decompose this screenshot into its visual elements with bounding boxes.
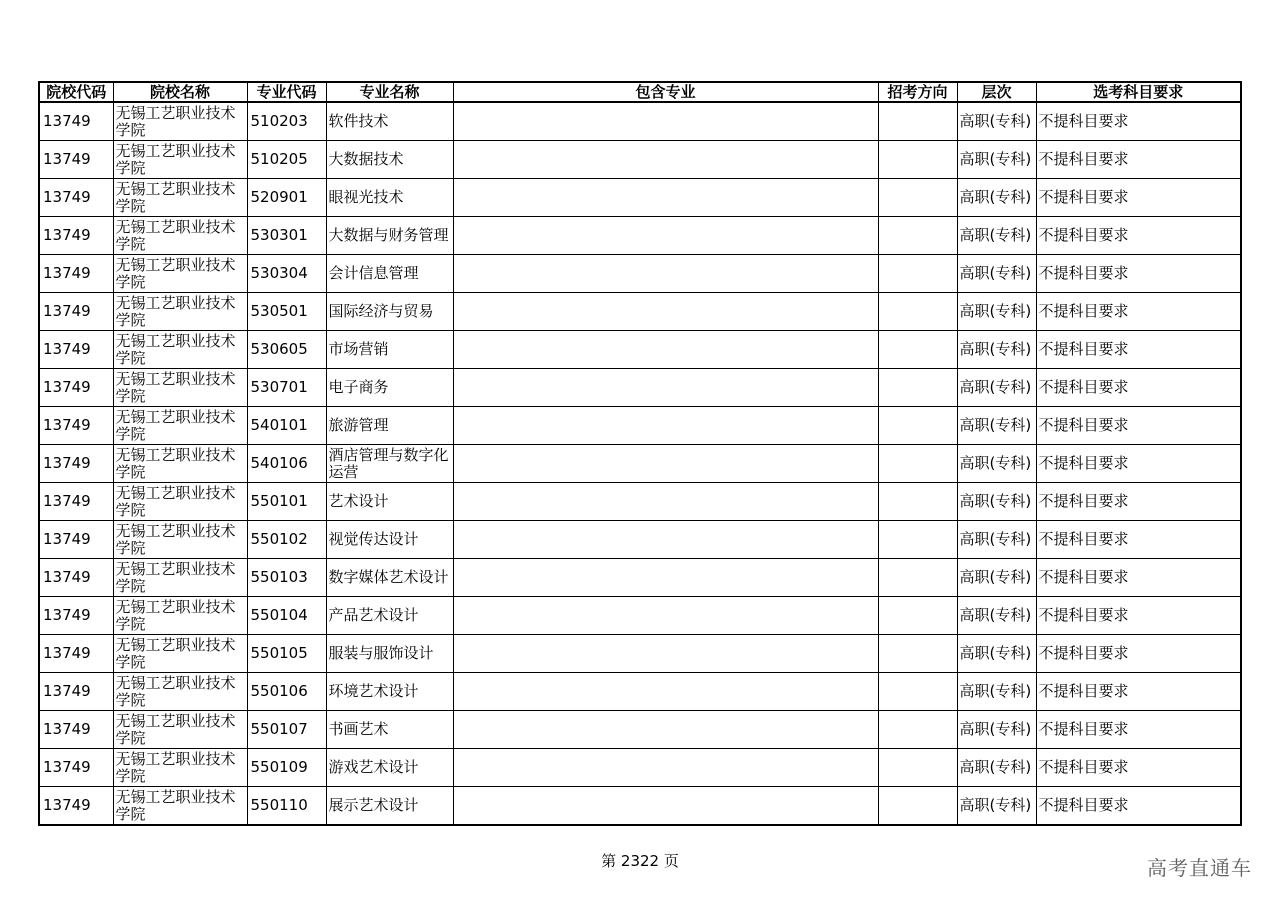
cell-major-code xyxy=(247,559,326,597)
table-row xyxy=(39,749,1241,787)
cell-school-code-text: 13749 xyxy=(43,606,91,624)
cell-major-name xyxy=(326,559,453,597)
cell-school-code-text: 13749 xyxy=(43,568,91,586)
cell-subject-requirement xyxy=(1036,521,1241,559)
cell-major-name-text: 大数据技术 xyxy=(328,150,404,168)
cell-major-code-text: 530304 xyxy=(250,264,308,282)
table-row xyxy=(39,407,1241,445)
cell-school-code-text: 13749 xyxy=(43,530,91,548)
cell-school-code xyxy=(39,331,113,369)
cell-major-name-text: 书画艺术 xyxy=(328,720,389,738)
cell-major-name-text: 展示艺术设计 xyxy=(328,796,419,814)
cell-major-code xyxy=(247,521,326,559)
cell-major-name xyxy=(326,179,453,217)
cell-school-name-text: 无锡工艺职业技术学院 xyxy=(115,521,236,557)
cell-school-name xyxy=(113,673,247,711)
cell-school-code xyxy=(39,445,113,483)
cell-subject-requirement-text: 不提科目要求 xyxy=(1038,644,1129,662)
cell-major-code-text: 550103 xyxy=(250,568,308,586)
cell-direction xyxy=(878,483,957,521)
cell-school-name xyxy=(113,749,247,787)
cell-school-name-text: 无锡工艺职业技术学院 xyxy=(115,711,236,747)
table-row xyxy=(39,711,1241,749)
cell-subject-requirement-text: 不提科目要求 xyxy=(1038,758,1129,776)
cell-school-name-text: 无锡工艺职业技术学院 xyxy=(115,217,236,253)
cell-subject-requirement-text: 不提科目要求 xyxy=(1038,112,1129,130)
cell-level xyxy=(957,559,1036,597)
cell-subject-requirement-text: 不提科目要求 xyxy=(1038,682,1129,700)
header-major-code: 专业代码 xyxy=(247,82,326,102)
cell-school-code-text: 13749 xyxy=(43,378,91,396)
cell-direction xyxy=(878,749,957,787)
cell-direction xyxy=(878,787,957,826)
cell-subject-requirement xyxy=(1036,635,1241,673)
cell-included-majors xyxy=(453,635,878,673)
cell-school-name xyxy=(113,217,247,255)
cell-school-name xyxy=(113,445,247,483)
cell-major-name-text: 服装与服饰设计 xyxy=(328,644,434,662)
cell-subject-requirement xyxy=(1036,445,1241,483)
cell-level-text: 高职(专科) xyxy=(959,378,1032,396)
cell-school-code-text: 13749 xyxy=(43,188,91,206)
cell-level xyxy=(957,711,1036,749)
cell-major-code xyxy=(247,369,326,407)
cell-direction xyxy=(878,331,957,369)
cell-major-code-text: 550106 xyxy=(250,682,308,700)
cell-school-name xyxy=(113,255,247,293)
cell-major-code xyxy=(247,673,326,711)
cell-school-name-text: 无锡工艺职业技术学院 xyxy=(115,787,236,823)
cell-level-text: 高职(专科) xyxy=(959,606,1032,624)
table-row xyxy=(39,179,1241,217)
table-row xyxy=(39,559,1241,597)
cell-level xyxy=(957,179,1036,217)
cell-level xyxy=(957,787,1036,826)
cell-major-name xyxy=(326,141,453,179)
cell-school-name xyxy=(113,787,247,826)
cell-major-code xyxy=(247,597,326,635)
cell-major-name-text: 软件技术 xyxy=(328,112,389,130)
cell-major-name xyxy=(326,635,453,673)
cell-school-code xyxy=(39,559,113,597)
cell-level-text: 高职(专科) xyxy=(959,416,1032,434)
cell-school-code xyxy=(39,217,113,255)
cell-major-code-text: 510203 xyxy=(250,112,308,130)
cell-direction xyxy=(878,635,957,673)
cell-subject-requirement-text: 不提科目要求 xyxy=(1038,796,1129,814)
cell-level-text: 高职(专科) xyxy=(959,720,1032,738)
cell-included-majors xyxy=(453,749,878,787)
cell-subject-requirement-text: 不提科目要求 xyxy=(1038,454,1129,472)
cell-subject-requirement-text: 不提科目要求 xyxy=(1038,302,1129,320)
cell-major-code xyxy=(247,787,326,826)
cell-included-majors xyxy=(453,369,878,407)
cell-level-text: 高职(专科) xyxy=(959,112,1032,130)
cell-level xyxy=(957,521,1036,559)
cell-school-code xyxy=(39,141,113,179)
cell-school-code xyxy=(39,255,113,293)
cell-major-name-text: 视觉传达设计 xyxy=(328,530,419,548)
cell-major-code xyxy=(247,179,326,217)
cell-level xyxy=(957,255,1036,293)
cell-level xyxy=(957,293,1036,331)
cell-school-name-text: 无锡工艺职业技术学院 xyxy=(115,179,236,215)
cell-school-code-text: 13749 xyxy=(43,340,91,358)
header-major-name: 专业名称 xyxy=(326,82,453,102)
cell-school-name xyxy=(113,102,247,141)
cell-level-text: 高职(专科) xyxy=(959,340,1032,358)
header-row xyxy=(39,82,1241,102)
cell-direction xyxy=(878,217,957,255)
cell-major-name xyxy=(326,102,453,141)
cell-major-code-text: 550109 xyxy=(250,758,308,776)
cell-subject-requirement-text: 不提科目要求 xyxy=(1038,416,1129,434)
cell-school-code xyxy=(39,407,113,445)
cell-level-text: 高职(专科) xyxy=(959,492,1032,510)
cell-major-code-text: 530701 xyxy=(250,378,308,396)
cell-level xyxy=(957,673,1036,711)
cell-direction xyxy=(878,293,957,331)
cell-school-code xyxy=(39,635,113,673)
major-table xyxy=(38,81,1242,826)
cell-major-code-text: 530605 xyxy=(250,340,308,358)
cell-school-code xyxy=(39,369,113,407)
cell-level-text: 高职(专科) xyxy=(959,302,1032,320)
cell-level xyxy=(957,445,1036,483)
cell-major-name xyxy=(326,369,453,407)
table-row xyxy=(39,445,1241,483)
cell-major-name-text: 市场营销 xyxy=(328,340,389,358)
cell-subject-requirement xyxy=(1036,559,1241,597)
cell-subject-requirement xyxy=(1036,407,1241,445)
cell-major-name-text: 会计信息管理 xyxy=(328,264,419,282)
cell-level xyxy=(957,102,1036,141)
cell-school-code-text: 13749 xyxy=(43,720,91,738)
table-row xyxy=(39,331,1241,369)
cell-subject-requirement-text: 不提科目要求 xyxy=(1038,340,1129,358)
cell-school-code-text: 13749 xyxy=(43,302,91,320)
cell-level xyxy=(957,369,1036,407)
cell-included-majors xyxy=(453,293,878,331)
cell-major-code xyxy=(247,255,326,293)
cell-school-code xyxy=(39,749,113,787)
cell-subject-requirement-text: 不提科目要求 xyxy=(1038,150,1129,168)
cell-level-text: 高职(专科) xyxy=(959,758,1032,776)
header-subject-requirement: 选考科目要求 xyxy=(1036,82,1241,102)
cell-level xyxy=(957,407,1036,445)
table-row xyxy=(39,673,1241,711)
cell-direction xyxy=(878,141,957,179)
cell-school-code xyxy=(39,673,113,711)
cell-school-code xyxy=(39,293,113,331)
cell-subject-requirement xyxy=(1036,331,1241,369)
cell-level xyxy=(957,749,1036,787)
cell-school-code-text: 13749 xyxy=(43,682,91,700)
table-row xyxy=(39,255,1241,293)
cell-major-code-text: 550104 xyxy=(250,606,308,624)
table-row xyxy=(39,597,1241,635)
table-row xyxy=(39,521,1241,559)
cell-major-name-text: 眼视光技术 xyxy=(328,188,404,206)
cell-school-code-text: 13749 xyxy=(43,264,91,282)
cell-major-name xyxy=(326,787,453,826)
cell-included-majors xyxy=(453,787,878,826)
cell-included-majors xyxy=(453,255,878,293)
cell-major-code xyxy=(247,293,326,331)
cell-major-code xyxy=(247,217,326,255)
cell-subject-requirement xyxy=(1036,369,1241,407)
cell-school-code xyxy=(39,179,113,217)
cell-school-code xyxy=(39,597,113,635)
cell-subject-requirement xyxy=(1036,102,1241,141)
cell-level xyxy=(957,483,1036,521)
cell-school-name-text: 无锡工艺职业技术学院 xyxy=(115,445,236,481)
cell-major-name xyxy=(326,521,453,559)
cell-direction xyxy=(878,407,957,445)
cell-major-name xyxy=(326,597,453,635)
cell-level-text: 高职(专科) xyxy=(959,150,1032,168)
cell-major-name xyxy=(326,749,453,787)
cell-school-name xyxy=(113,407,247,445)
cell-level-text: 高职(专科) xyxy=(959,454,1032,472)
cell-major-name-text: 艺术设计 xyxy=(328,492,389,510)
cell-major-name xyxy=(326,217,453,255)
cell-major-code-text: 530501 xyxy=(250,302,308,320)
cell-subject-requirement-text: 不提科目要求 xyxy=(1038,720,1129,738)
cell-major-code xyxy=(247,141,326,179)
cell-major-name xyxy=(326,255,453,293)
cell-major-name-text: 环境艺术设计 xyxy=(328,682,419,700)
cell-school-name-text: 无锡工艺职业技术学院 xyxy=(115,597,236,633)
cell-major-name-text: 酒店管理与数字化运营 xyxy=(328,445,449,481)
cell-level-text: 高职(专科) xyxy=(959,568,1032,586)
cell-major-code xyxy=(247,102,326,141)
cell-included-majors xyxy=(453,673,878,711)
cell-major-name xyxy=(326,407,453,445)
cell-included-majors xyxy=(453,179,878,217)
cell-school-code-text: 13749 xyxy=(43,492,91,510)
cell-school-name-text: 无锡工艺职业技术学院 xyxy=(115,635,236,671)
cell-included-majors xyxy=(453,141,878,179)
cell-subject-requirement xyxy=(1036,787,1241,826)
cell-school-name-text: 无锡工艺职业技术学院 xyxy=(115,331,236,367)
cell-subject-requirement xyxy=(1036,749,1241,787)
cell-school-name-text: 无锡工艺职业技术学院 xyxy=(115,559,236,595)
watermark: 高考直通车 xyxy=(1147,856,1252,880)
cell-level-text: 高职(专科) xyxy=(959,530,1032,548)
cell-school-code xyxy=(39,483,113,521)
cell-included-majors xyxy=(453,559,878,597)
table-row xyxy=(39,293,1241,331)
cell-major-code-text: 550105 xyxy=(250,644,308,662)
cell-school-name-text: 无锡工艺职业技术学院 xyxy=(115,141,236,177)
cell-major-code xyxy=(247,331,326,369)
table-row xyxy=(39,635,1241,673)
header-direction: 招考方向 xyxy=(878,82,957,102)
header-included-majors: 包含专业 xyxy=(453,82,878,102)
cell-included-majors xyxy=(453,217,878,255)
cell-level xyxy=(957,217,1036,255)
cell-major-name xyxy=(326,331,453,369)
cell-direction xyxy=(878,711,957,749)
cell-subject-requirement xyxy=(1036,673,1241,711)
cell-level-text: 高职(专科) xyxy=(959,264,1032,282)
cell-subject-requirement-text: 不提科目要求 xyxy=(1038,264,1129,282)
header-school-code: 院校代码 xyxy=(39,82,113,102)
cell-major-name-text: 旅游管理 xyxy=(328,416,389,434)
cell-school-code xyxy=(39,102,113,141)
cell-major-code-text: 550101 xyxy=(250,492,308,510)
cell-school-code-text: 13749 xyxy=(43,150,91,168)
cell-major-code xyxy=(247,749,326,787)
cell-school-name-text: 无锡工艺职业技术学院 xyxy=(115,483,236,519)
cell-direction xyxy=(878,521,957,559)
cell-major-code xyxy=(247,635,326,673)
cell-school-code-text: 13749 xyxy=(43,112,91,130)
cell-major-code-text: 550110 xyxy=(250,796,308,814)
cell-subject-requirement-text: 不提科目要求 xyxy=(1038,378,1129,396)
table-row xyxy=(39,217,1241,255)
cell-included-majors xyxy=(453,445,878,483)
cell-subject-requirement-text: 不提科目要求 xyxy=(1038,606,1129,624)
cell-major-name-text: 电子商务 xyxy=(328,378,389,396)
cell-major-code-text: 530301 xyxy=(250,226,308,244)
cell-subject-requirement xyxy=(1036,255,1241,293)
header-school-name: 院校名称 xyxy=(113,82,247,102)
cell-subject-requirement xyxy=(1036,217,1241,255)
cell-school-name xyxy=(113,293,247,331)
cell-school-name xyxy=(113,483,247,521)
cell-included-majors xyxy=(453,407,878,445)
table-row xyxy=(39,141,1241,179)
table-row xyxy=(39,483,1241,521)
cell-major-code xyxy=(247,483,326,521)
cell-school-code xyxy=(39,711,113,749)
cell-major-name-text: 大数据与财务管理 xyxy=(328,226,449,244)
cell-major-code-text: 550107 xyxy=(250,720,308,738)
cell-subject-requirement xyxy=(1036,141,1241,179)
cell-direction xyxy=(878,597,957,635)
cell-major-name xyxy=(326,483,453,521)
cell-major-name xyxy=(326,293,453,331)
cell-school-name xyxy=(113,369,247,407)
table-body xyxy=(39,102,1241,825)
cell-included-majors xyxy=(453,331,878,369)
cell-major-code xyxy=(247,407,326,445)
cell-included-majors xyxy=(453,597,878,635)
cell-subject-requirement xyxy=(1036,293,1241,331)
cell-school-name xyxy=(113,331,247,369)
cell-school-code-text: 13749 xyxy=(43,796,91,814)
cell-school-name-text: 无锡工艺职业技术学院 xyxy=(115,255,236,291)
page-number: 第 2322 页 xyxy=(601,852,679,870)
cell-school-name xyxy=(113,521,247,559)
cell-major-code-text: 540106 xyxy=(250,454,308,472)
cell-major-name-text: 数字媒体艺术设计 xyxy=(328,568,449,586)
table-row xyxy=(39,369,1241,407)
cell-major-name-text: 国际经济与贸易 xyxy=(328,302,434,320)
cell-school-name xyxy=(113,141,247,179)
cell-subject-requirement-text: 不提科目要求 xyxy=(1038,492,1129,510)
cell-major-code-text: 510205 xyxy=(250,150,308,168)
cell-school-code-text: 13749 xyxy=(43,758,91,776)
table-row xyxy=(39,787,1241,826)
cell-school-code-text: 13749 xyxy=(43,226,91,244)
cell-subject-requirement xyxy=(1036,179,1241,217)
cell-subject-requirement-text: 不提科目要求 xyxy=(1038,568,1129,586)
cell-direction xyxy=(878,673,957,711)
cell-subject-requirement-text: 不提科目要求 xyxy=(1038,226,1129,244)
cell-major-name xyxy=(326,445,453,483)
cell-major-code-text: 520901 xyxy=(250,188,308,206)
cell-major-name xyxy=(326,673,453,711)
cell-level-text: 高职(专科) xyxy=(959,682,1032,700)
cell-major-name-text: 产品艺术设计 xyxy=(328,606,419,624)
cell-included-majors xyxy=(453,102,878,141)
cell-included-majors xyxy=(453,521,878,559)
cell-school-code-text: 13749 xyxy=(43,644,91,662)
cell-direction xyxy=(878,102,957,141)
cell-school-code xyxy=(39,787,113,826)
cell-school-name-text: 无锡工艺职业技术学院 xyxy=(115,749,236,785)
cell-major-name xyxy=(326,711,453,749)
cell-subject-requirement xyxy=(1036,483,1241,521)
cell-direction xyxy=(878,179,957,217)
cell-level xyxy=(957,635,1036,673)
cell-subject-requirement-text: 不提科目要求 xyxy=(1038,188,1129,206)
cell-direction xyxy=(878,445,957,483)
cell-school-name-text: 无锡工艺职业技术学院 xyxy=(115,369,236,405)
cell-school-code-text: 13749 xyxy=(43,454,91,472)
cell-subject-requirement xyxy=(1036,597,1241,635)
cell-subject-requirement xyxy=(1036,711,1241,749)
cell-level-text: 高职(专科) xyxy=(959,226,1032,244)
cell-subject-requirement-text: 不提科目要求 xyxy=(1038,530,1129,548)
cell-included-majors xyxy=(453,711,878,749)
cell-direction xyxy=(878,559,957,597)
cell-included-majors xyxy=(453,483,878,521)
cell-major-code xyxy=(247,445,326,483)
cell-school-name-text: 无锡工艺职业技术学院 xyxy=(115,293,236,329)
cell-school-name xyxy=(113,597,247,635)
cell-level-text: 高职(专科) xyxy=(959,644,1032,662)
cell-level xyxy=(957,597,1036,635)
cell-school-name xyxy=(113,635,247,673)
cell-major-code-text: 550102 xyxy=(250,530,308,548)
cell-level xyxy=(957,141,1036,179)
cell-school-name-text: 无锡工艺职业技术学院 xyxy=(115,407,236,443)
cell-school-name xyxy=(113,179,247,217)
cell-school-name-text: 无锡工艺职业技术学院 xyxy=(115,103,236,139)
cell-school-code-text: 13749 xyxy=(43,416,91,434)
cell-school-name xyxy=(113,559,247,597)
cell-direction xyxy=(878,255,957,293)
cell-level-text: 高职(专科) xyxy=(959,188,1032,206)
cell-major-name-text: 游戏艺术设计 xyxy=(328,758,419,776)
cell-school-name xyxy=(113,711,247,749)
cell-major-code xyxy=(247,711,326,749)
cell-direction xyxy=(878,369,957,407)
cell-major-code-text: 540101 xyxy=(250,416,308,434)
header-level: 层次 xyxy=(957,82,1036,102)
table-row xyxy=(39,102,1241,141)
cell-school-code xyxy=(39,521,113,559)
cell-school-name-text: 无锡工艺职业技术学院 xyxy=(115,673,236,709)
cell-level-text: 高职(专科) xyxy=(959,796,1032,814)
cell-level xyxy=(957,331,1036,369)
